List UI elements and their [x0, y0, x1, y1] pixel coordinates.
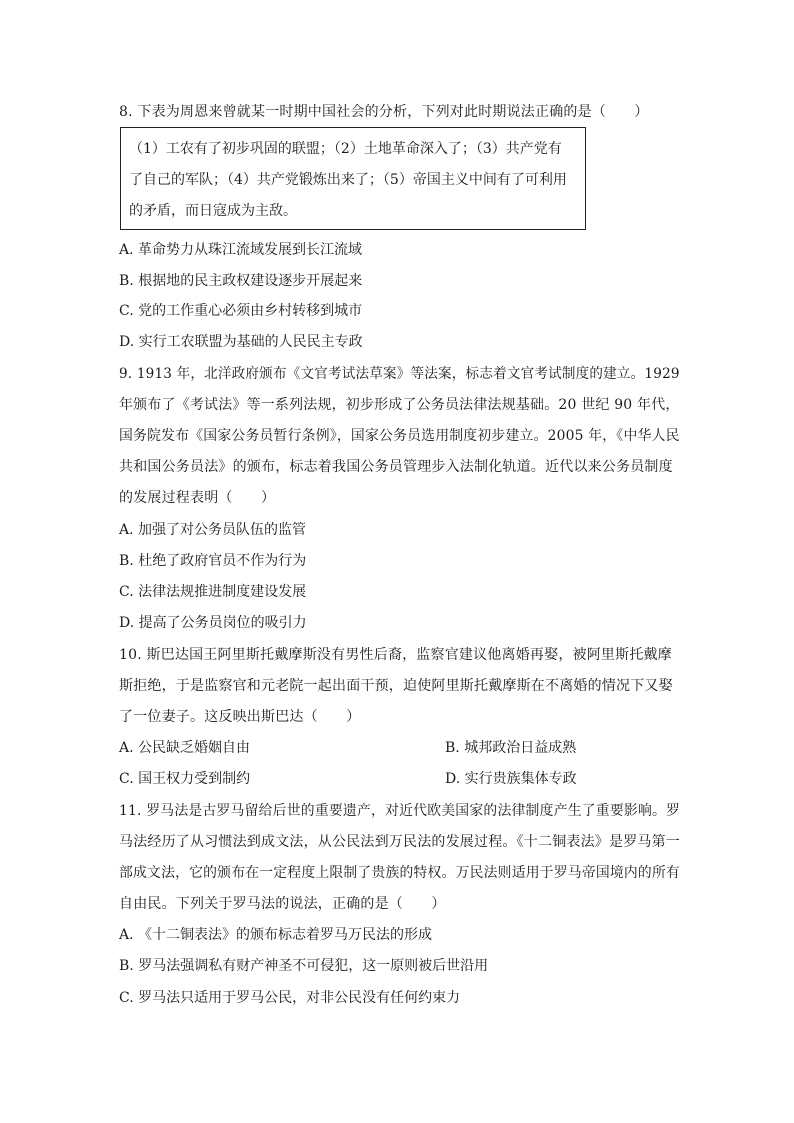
q11-stem-line-1: 11. 罗马法是古罗马留给后世的重要遗产，对近代欧美国家的法律制度产生了重要影响。罗	[119, 803, 681, 819]
q9-stem-line-2: 年颁布了《考试法》等一系列法规，初步形成了公务员法律法规基础。20 世纪 90 年代，	[119, 397, 680, 413]
q10-option-a: A. 公民缺乏婚姻自由	[119, 740, 251, 756]
q11-stem-line-4: 自由民。下列关于罗马法的说法，正确的是（ ）	[119, 896, 446, 912]
q10-stem-line-1: 10. 斯巴达国王阿里斯托戴摩斯没有男性后裔，监察官建议他离婚再娶，被阿里斯托戴摩	[119, 647, 672, 663]
q11-stem-line-2: 马法经历了从习惯法到成文法，从公民法到万民法的发展过程。《十二铜表法》是罗马第一	[119, 834, 680, 850]
q9-stem-line-1: 9. 1913 年，北洋政府颁布《文官考试法草案》等法案，标志着文官考试制度的建立。1929	[119, 366, 680, 382]
q8-box-line-3: 的矛盾，而日寇成为主敌。	[129, 203, 297, 219]
q8-option-a: A. 革命势力从珠江流域发展到长江流域	[119, 242, 363, 258]
q9-option-c: C. 法律法规推进制度建设发展	[119, 584, 307, 600]
q8-stem: 8. 下表为周恩来曾就某一时期中国社会的分析，下列对此时期说法正确的是（ ）	[119, 104, 649, 120]
q9-option-b: B. 杜绝了政府官员不作为行为	[119, 553, 307, 569]
q9-stem-line-5: 的发展过程表明（ ）	[119, 490, 276, 506]
q8-box-line-2: 了自己的军队；（4）共产党锻炼出来了；（5）帝国主义中间有了可利用	[129, 172, 567, 188]
q9-option-a: A. 加强了对公务员队伍的监管	[119, 522, 307, 538]
q10-stem-line-3: 了一位妻子。这反映出斯巴达（ ）	[119, 709, 361, 725]
q10-option-d: D. 实行贵族集体专政	[445, 771, 577, 787]
q10-option-c: C. 国王权力受到制约	[119, 771, 251, 787]
q8-quote-box	[120, 127, 586, 230]
q10-stem-line-2: 斯拒绝，于是监察官和元老院一起出面干预，迫使阿里斯托戴摩斯在不离婚的情况下又娶	[119, 678, 673, 694]
q11-stem-line-3: 部成文法，它的颁布在一定程度上限制了贵族的特权。万民法则适用于罗马帝国境内的所有	[119, 865, 681, 881]
q8-option-b: B. 根据地的民主政权建设逐步开展起来	[119, 273, 363, 289]
q11-option-b: B. 罗马法强调私有财产神圣不可侵犯，这一原则被后世沿用	[119, 958, 489, 974]
q10-option-b: B. 城邦政治日益成熟	[445, 740, 577, 756]
q8-option-d: D. 实行工农联盟为基础的人民民主专政	[119, 334, 363, 350]
q8-box-line-1: （1）工农有了初步巩固的联盟；（2）土地革命深入了；（3）共产党有	[129, 141, 562, 157]
q9-option-d: D. 提高了公务员岗位的吸引力	[119, 615, 307, 631]
q8-option-c: C. 党的工作重心必须由乡村转移到城市	[119, 303, 363, 319]
q9-stem-line-3: 国务院发布《国家公务员暂行条例》，国家公务员选用制度初步建立。2005 年，《中华人民	[119, 428, 680, 444]
q11-option-c: C. 罗马法只适用于罗马公民，对非公民没有任何约束力	[119, 990, 461, 1006]
q9-stem-line-4: 共和国公务员法》的颁布，标志着我国公务员管理步入法制化轨道。近代以来公务员制度	[119, 459, 673, 475]
q11-option-a: A. 《十二铜表法》的颁布标志着罗马万民法的形成	[119, 927, 433, 943]
